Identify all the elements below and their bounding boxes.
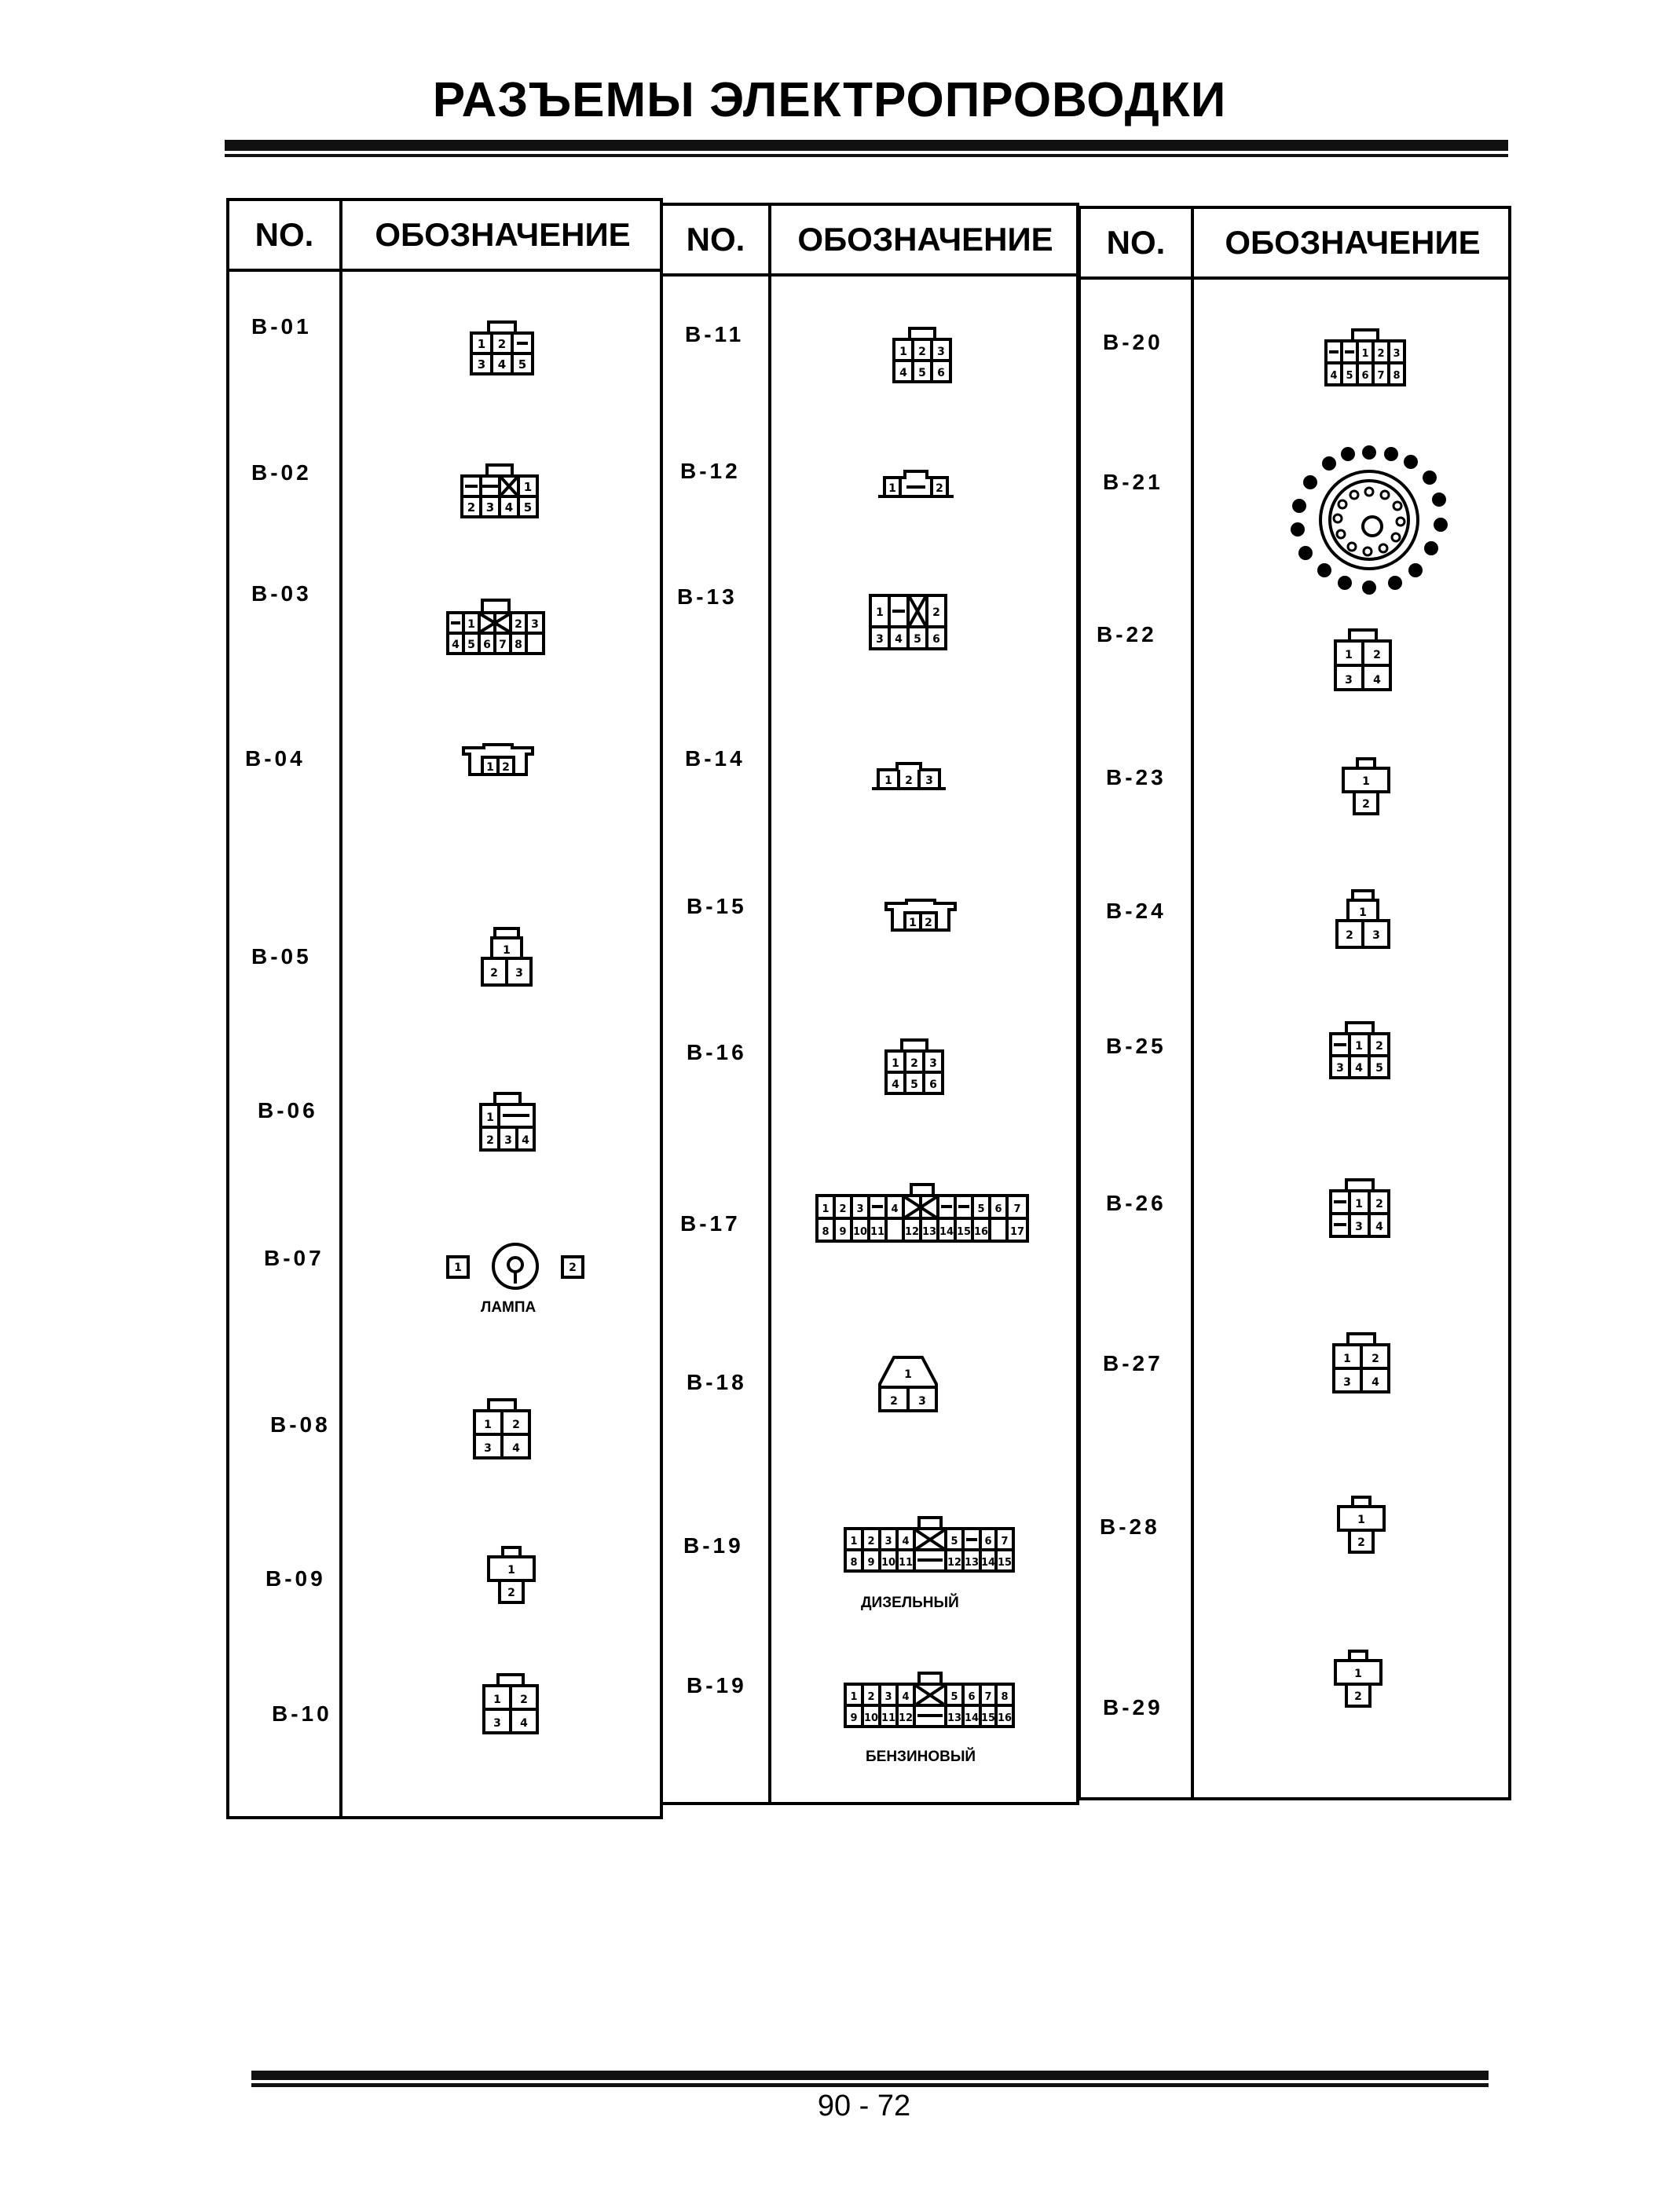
- svg-text:3: 3: [1355, 1221, 1363, 1233]
- svg-text:2: 2: [1375, 1198, 1383, 1210]
- svg-text:7: 7: [499, 639, 507, 651]
- svg-text:3: 3: [504, 1134, 512, 1147]
- connector-label: B-17: [680, 1211, 741, 1236]
- svg-text:2: 2: [520, 1694, 528, 1706]
- connector-9pin-icon: [445, 599, 547, 657]
- connector-6pin-icon: [468, 320, 536, 377]
- svg-text:1: 1: [467, 618, 475, 631]
- svg-text:1: 1: [486, 1111, 494, 1124]
- connector-2pin-icon: [877, 468, 955, 500]
- connector-label: B-23: [1106, 765, 1166, 789]
- svg-text:10: 10: [863, 1712, 879, 1724]
- connector-2pin-icon: [1335, 1496, 1387, 1555]
- footer-rule-thin: [251, 2083, 1489, 2087]
- svg-text:4: 4: [504, 500, 514, 515]
- svg-text:13: 13: [947, 1712, 962, 1724]
- svg-text:1: 1: [892, 1057, 899, 1070]
- connector-2pin-icon: [1340, 757, 1392, 817]
- connector-3pin-icon: [479, 927, 534, 988]
- petrol-caption: БЕНЗИНОВЫЙ: [866, 1749, 976, 1765]
- svg-text:15: 15: [980, 1712, 996, 1724]
- connector-label: B-08: [270, 1412, 331, 1437]
- svg-text:5: 5: [914, 633, 921, 646]
- column-divider: [339, 201, 342, 1816]
- header-rule: [225, 140, 1508, 151]
- svg-text:6: 6: [937, 367, 945, 379]
- page-title: РАЗЪЕМЫ ЭЛЕКТРОПРОВОДКИ: [432, 73, 1227, 127]
- svg-text:2: 2: [1357, 1536, 1365, 1549]
- svg-text:8: 8: [1001, 1691, 1009, 1703]
- svg-text:7: 7: [1377, 370, 1385, 382]
- svg-text:9: 9: [850, 1712, 858, 1724]
- connector-4pin-icon: [1331, 1332, 1392, 1395]
- connector-20pin-icon: [814, 1183, 1031, 1244]
- connector-3pin-icon: [870, 760, 947, 792]
- svg-text:2: 2: [467, 500, 476, 515]
- svg-text:2: 2: [569, 1262, 577, 1274]
- svg-text:11: 11: [898, 1557, 914, 1569]
- svg-text:3: 3: [1345, 674, 1353, 687]
- connector-label: B-14: [685, 746, 745, 771]
- svg-text:6: 6: [929, 1079, 937, 1091]
- header-designation: ОБОЗНАЧЕНИЕ: [797, 221, 1053, 258]
- svg-text:14: 14: [980, 1557, 996, 1569]
- svg-text:7: 7: [1001, 1536, 1009, 1547]
- svg-text:2: 2: [867, 1691, 875, 1703]
- svg-text:5: 5: [910, 1079, 918, 1091]
- svg-text:6: 6: [984, 1536, 992, 1547]
- svg-text:5: 5: [1375, 1062, 1383, 1075]
- svg-text:3: 3: [484, 1442, 492, 1455]
- connector-label: B-02: [251, 460, 312, 485]
- svg-text:2: 2: [918, 346, 926, 358]
- svg-text:1: 1: [503, 944, 511, 957]
- svg-text:2: 2: [502, 761, 510, 774]
- svg-text:1: 1: [909, 917, 917, 929]
- connector-label: B-19: [683, 1533, 744, 1558]
- svg-text:2: 2: [932, 606, 940, 619]
- svg-text:11: 11: [870, 1226, 885, 1238]
- header-rule-thin: [225, 154, 1508, 157]
- svg-text:2: 2: [1362, 798, 1370, 811]
- connector-2pin-icon: [462, 743, 534, 779]
- svg-text:4: 4: [512, 1442, 520, 1455]
- svg-text:4: 4: [1372, 1376, 1379, 1389]
- svg-text:1: 1: [1361, 348, 1369, 360]
- svg-text:1: 1: [904, 1368, 912, 1381]
- connector-label: B-22: [1097, 622, 1157, 646]
- svg-text:4: 4: [892, 1079, 899, 1091]
- svg-text:6: 6: [968, 1691, 976, 1703]
- svg-text:3: 3: [856, 1203, 864, 1215]
- connector-6pin-icon: [883, 1038, 946, 1097]
- round-connector-icon: [1285, 443, 1453, 597]
- svg-text:12: 12: [898, 1712, 914, 1724]
- svg-text:3: 3: [1336, 1062, 1344, 1075]
- connector-6pin-icon: [867, 592, 949, 652]
- svg-text:3: 3: [884, 1536, 892, 1547]
- svg-text:1: 1: [850, 1691, 858, 1703]
- connector-label: B-03: [251, 581, 312, 606]
- connector-4pin-icon: [471, 1398, 533, 1461]
- svg-text:1: 1: [1355, 1040, 1363, 1053]
- svg-text:3: 3: [485, 500, 495, 515]
- svg-text:3: 3: [531, 618, 539, 631]
- svg-text:10: 10: [852, 1226, 868, 1238]
- svg-text:5: 5: [518, 357, 527, 372]
- svg-text:2: 2: [1373, 649, 1381, 661]
- svg-text:6: 6: [483, 639, 491, 651]
- svg-text:3: 3: [493, 1717, 501, 1730]
- connector-6pin-icon: [459, 463, 540, 520]
- svg-text:4: 4: [1373, 674, 1381, 687]
- connector-label: B-19: [687, 1673, 747, 1697]
- svg-text:1: 1: [876, 606, 884, 619]
- svg-text:14: 14: [939, 1226, 954, 1238]
- svg-text:4: 4: [1355, 1062, 1363, 1075]
- svg-text:5: 5: [977, 1203, 985, 1215]
- svg-text:17: 17: [1009, 1226, 1025, 1238]
- svg-text:1: 1: [1343, 1353, 1351, 1365]
- svg-text:4: 4: [497, 357, 507, 372]
- svg-text:3: 3: [477, 357, 486, 372]
- svg-text:15: 15: [997, 1557, 1013, 1569]
- header-no: NO.: [255, 216, 314, 253]
- connector-16pin-icon: [842, 1672, 1016, 1730]
- svg-text:3: 3: [937, 346, 945, 358]
- page-number: 90 - 72: [817, 2089, 911, 2122]
- svg-text:2: 2: [905, 775, 913, 787]
- svg-text:2: 2: [1375, 1040, 1383, 1053]
- svg-text:1: 1: [523, 480, 533, 494]
- svg-text:5: 5: [950, 1536, 958, 1547]
- connector-3pin-icon: [877, 1354, 939, 1414]
- svg-text:5: 5: [1346, 370, 1353, 382]
- column-divider: [768, 206, 771, 1802]
- connector-label: B-11: [685, 322, 745, 346]
- connector-2pin-icon: [485, 1546, 537, 1606]
- svg-text:9: 9: [839, 1226, 847, 1238]
- svg-text:2: 2: [1372, 1353, 1379, 1365]
- svg-text:3: 3: [876, 633, 884, 646]
- svg-text:6: 6: [932, 633, 940, 646]
- lamp-caption: ЛАМПА: [481, 1299, 537, 1316]
- connector-16pin-icon: [842, 1516, 1016, 1574]
- svg-text:7: 7: [984, 1691, 992, 1703]
- header-no: NO.: [1106, 224, 1166, 261]
- connector-label: B-27: [1103, 1351, 1163, 1375]
- connector-label: B-28: [1100, 1514, 1160, 1539]
- connector-label: B-29: [1103, 1695, 1163, 1719]
- svg-text:11: 11: [881, 1712, 896, 1724]
- svg-text:2: 2: [910, 1057, 918, 1070]
- svg-text:5: 5: [950, 1691, 958, 1703]
- column-header: [1081, 209, 1508, 280]
- svg-text:3: 3: [925, 775, 933, 787]
- connector-label: B-06: [258, 1098, 318, 1122]
- header-no: NO.: [686, 221, 745, 258]
- svg-text:1: 1: [822, 1203, 830, 1215]
- svg-text:3: 3: [884, 1691, 892, 1703]
- connector-label: B-26: [1106, 1191, 1166, 1215]
- svg-text:4: 4: [895, 633, 903, 646]
- connector-4pin-icon: [1328, 1021, 1392, 1081]
- svg-text:3: 3: [929, 1057, 937, 1070]
- svg-text:2: 2: [515, 618, 522, 631]
- svg-text:1: 1: [507, 1564, 515, 1577]
- svg-text:2: 2: [936, 482, 943, 495]
- connector-2pin-icon: [1332, 1650, 1384, 1709]
- svg-text:10: 10: [881, 1557, 896, 1569]
- svg-text:2: 2: [490, 967, 498, 980]
- connector-4pin-icon: [1328, 1178, 1392, 1240]
- svg-text:8: 8: [850, 1557, 858, 1569]
- svg-text:6: 6: [1361, 370, 1369, 382]
- svg-text:3: 3: [1372, 929, 1380, 942]
- connector-label: B-24: [1106, 899, 1166, 923]
- svg-text:12: 12: [904, 1226, 920, 1238]
- svg-text:4: 4: [1375, 1221, 1383, 1233]
- connector-label: B-09: [266, 1566, 326, 1591]
- connector-label: B-16: [687, 1040, 747, 1064]
- connector-4pin-icon: [1332, 628, 1393, 693]
- connector-label: B-25: [1106, 1034, 1166, 1058]
- svg-text:2: 2: [925, 917, 932, 929]
- connector-label: B-18: [687, 1370, 747, 1394]
- svg-text:2: 2: [507, 1587, 515, 1599]
- column-header: [229, 201, 660, 272]
- svg-text:15: 15: [956, 1226, 972, 1238]
- svg-text:2: 2: [1354, 1690, 1362, 1703]
- svg-text:9: 9: [867, 1557, 875, 1569]
- connector-label: B-21: [1103, 470, 1163, 494]
- connector-label: B-20: [1103, 330, 1163, 354]
- svg-text:4: 4: [452, 639, 460, 651]
- connector-3pin-icon: [1334, 889, 1392, 950]
- svg-text:8: 8: [822, 1226, 830, 1238]
- svg-text:2: 2: [486, 1134, 494, 1147]
- svg-text:2: 2: [512, 1419, 520, 1431]
- svg-text:2: 2: [1377, 348, 1385, 360]
- svg-text:8: 8: [515, 639, 522, 651]
- svg-text:2: 2: [1346, 929, 1353, 942]
- svg-text:2: 2: [867, 1536, 875, 1547]
- svg-text:1: 1: [454, 1262, 462, 1274]
- connector-7pin-icon: [1323, 328, 1408, 388]
- svg-text:4: 4: [899, 367, 907, 379]
- svg-text:14: 14: [964, 1712, 980, 1724]
- svg-text:3: 3: [515, 967, 523, 980]
- svg-text:4: 4: [520, 1717, 528, 1730]
- svg-text:1: 1: [884, 775, 892, 787]
- header-designation: ОБОЗНАЧЕНИЕ: [1225, 224, 1481, 261]
- connector-4pin-icon: [478, 1092, 537, 1153]
- connector-label: B-10: [272, 1701, 332, 1726]
- svg-text:4: 4: [1330, 370, 1338, 382]
- connector-label: B-15: [687, 894, 747, 918]
- svg-text:5: 5: [523, 500, 533, 515]
- svg-text:5: 5: [467, 639, 475, 651]
- svg-text:4: 4: [902, 1691, 910, 1703]
- svg-text:1: 1: [1357, 1514, 1365, 1526]
- svg-text:1: 1: [1359, 906, 1367, 919]
- svg-text:1: 1: [1345, 649, 1353, 661]
- svg-text:1: 1: [850, 1536, 858, 1547]
- connector-label: B-12: [680, 459, 741, 483]
- connector-label: B-05: [251, 944, 312, 969]
- svg-text:2: 2: [890, 1395, 898, 1408]
- diesel-caption: ДИЗЕЛЬНЫЙ: [861, 1595, 959, 1611]
- svg-text:5: 5: [918, 367, 926, 379]
- svg-text:1: 1: [484, 1419, 492, 1431]
- svg-text:1: 1: [888, 482, 896, 495]
- svg-text:4: 4: [902, 1536, 910, 1547]
- svg-text:4: 4: [522, 1134, 529, 1147]
- connector-label: B-04: [245, 746, 306, 771]
- svg-text:13: 13: [921, 1226, 937, 1238]
- connector-4pin-icon: [481, 1673, 540, 1736]
- svg-text:3: 3: [1393, 348, 1401, 360]
- svg-text:3: 3: [1343, 1376, 1351, 1389]
- column-divider: [1191, 209, 1194, 1797]
- svg-text:3: 3: [918, 1395, 926, 1408]
- connector-label: B-13: [677, 584, 738, 609]
- svg-text:16: 16: [997, 1712, 1013, 1724]
- svg-text:2: 2: [497, 337, 507, 351]
- svg-text:1: 1: [1354, 1668, 1362, 1680]
- svg-text:1: 1: [899, 346, 907, 358]
- svg-text:13: 13: [964, 1557, 980, 1569]
- connector-label: B-01: [251, 314, 312, 339]
- svg-text:1: 1: [1355, 1198, 1363, 1210]
- svg-text:7: 7: [1013, 1203, 1021, 1215]
- svg-text:1: 1: [486, 761, 494, 774]
- svg-text:4: 4: [891, 1203, 899, 1215]
- header-designation: ОБОЗНАЧЕНИЕ: [375, 216, 631, 253]
- svg-text:2: 2: [839, 1203, 847, 1215]
- connector-6pin-icon: [891, 327, 954, 385]
- column-header: [663, 206, 1076, 276]
- svg-text:16: 16: [973, 1226, 989, 1238]
- svg-text:8: 8: [1393, 370, 1401, 382]
- connector-label: B-07: [264, 1246, 324, 1270]
- footer-rule: [251, 2071, 1489, 2080]
- connector-2pin-icon: [884, 899, 957, 935]
- svg-text:12: 12: [947, 1557, 962, 1569]
- svg-text:1: 1: [493, 1694, 501, 1706]
- svg-text:1: 1: [477, 337, 486, 351]
- svg-text:6: 6: [994, 1203, 1002, 1215]
- svg-text:1: 1: [1362, 775, 1370, 788]
- lamp-socket-icon: [445, 1241, 589, 1291]
